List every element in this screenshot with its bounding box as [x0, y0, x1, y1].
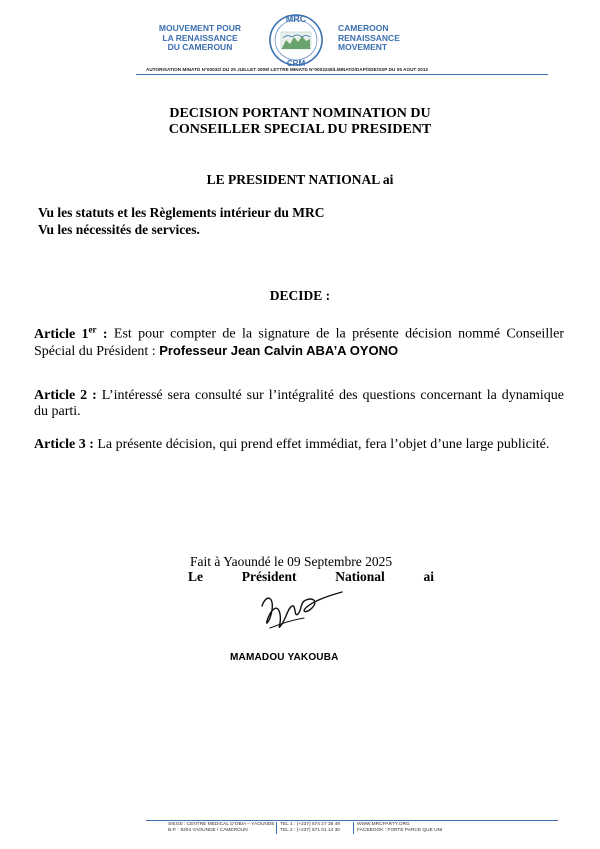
footer-phone-line: TEL 2 : (+237) 671 01 14 30: [280, 828, 340, 833]
org-name-en-line: CAMEROON: [338, 23, 389, 33]
appointee-name: Professeur Jean Calvin ABA’A OYONO: [159, 342, 399, 358]
org-name-en: [338, 24, 448, 53]
president-heading: LE PRESIDENT NATIONAL ai: [206, 172, 394, 187]
footer-separator: [353, 822, 354, 834]
article-3: [34, 437, 564, 453]
document-title-line: CONSEILLER SPECIAL DU PRESIDENT: [168, 122, 432, 137]
decide-heading: DECIDE :: [269, 288, 331, 303]
footer-separator: [276, 822, 277, 834]
footer-web-line: WWW.MRCPARTY.ORG: [357, 822, 410, 827]
article-2: [34, 388, 564, 420]
article-label: Article 1er :: [34, 324, 108, 342]
footer-phones: [280, 822, 340, 834]
signer-name: MAMADOU YAKOUBA: [230, 652, 339, 663]
logo-bottom-text: CRM: [286, 59, 306, 68]
org-name-en-line: RENAISSANCE: [338, 32, 400, 43]
article-label: Article 3 :: [34, 437, 94, 452]
place-date: Fait à Yaoundé le 09 Septembre 2025: [190, 554, 393, 569]
signer-title: Le Président National ai: [188, 569, 434, 584]
org-name-en-line: MOVEMENT: [338, 42, 388, 52]
article-text: Est pour compter de la signature de la présente décision nommé Conseiller Spécial du Président :: [34, 326, 564, 359]
org-name-fr-line: DU CAMEROUN: [167, 42, 233, 52]
footer-divider: [146, 820, 558, 821]
footer-address: [168, 822, 275, 834]
article-text: L’intéressé sera consulté sur l’intégralité des questions concernant la dynamique du parti.: [34, 388, 564, 419]
logo-top-text: MRC: [285, 14, 307, 24]
authorization-line: AUTORISATION MINATD N°00032/ DU 25 JUILLET 2008/ LETTRE MINATD N°0003249/LMINATD/DAP/SDE/SSP DU 05 AOUT 2012: [146, 67, 429, 72]
org-name-fr: [140, 24, 260, 53]
considerant-line: Vu les nécessités de services.: [38, 222, 200, 237]
article-label: Article 2 :: [34, 388, 97, 403]
header-divider: [136, 74, 548, 75]
footer-address-line: SIEGE : CENTRE MEDICAL D’OBIA – YAOUNDE: [168, 822, 275, 827]
footer-web-line: FACEBOOK : FORTE PARCE QUE UNI: [357, 828, 443, 833]
document-title-line: DECISION PORTANT NOMINATION DU: [169, 106, 431, 121]
org-name-fr-line: LA RENAISSANCE: [162, 32, 238, 43]
footer-phone-line: TEL 1 : (+237) 674 27 35 49: [280, 822, 340, 827]
handwritten-signature: [256, 584, 346, 636]
footer-web: [357, 822, 442, 834]
considerant-line: Vu les statuts et les Règlements intérieur du MRC: [38, 205, 325, 220]
footer-address-line: B.P. : 8204 YAOUNDE / CAMEROUN: [168, 828, 248, 833]
party-logo: [256, 8, 336, 68]
article-text: La présente décision, qui prend effet immédiat, fera l’objet d’une large publicité.: [93, 437, 550, 452]
org-name-fr-line: MOUVEMENT POUR: [158, 23, 242, 33]
article-1: [34, 321, 564, 360]
